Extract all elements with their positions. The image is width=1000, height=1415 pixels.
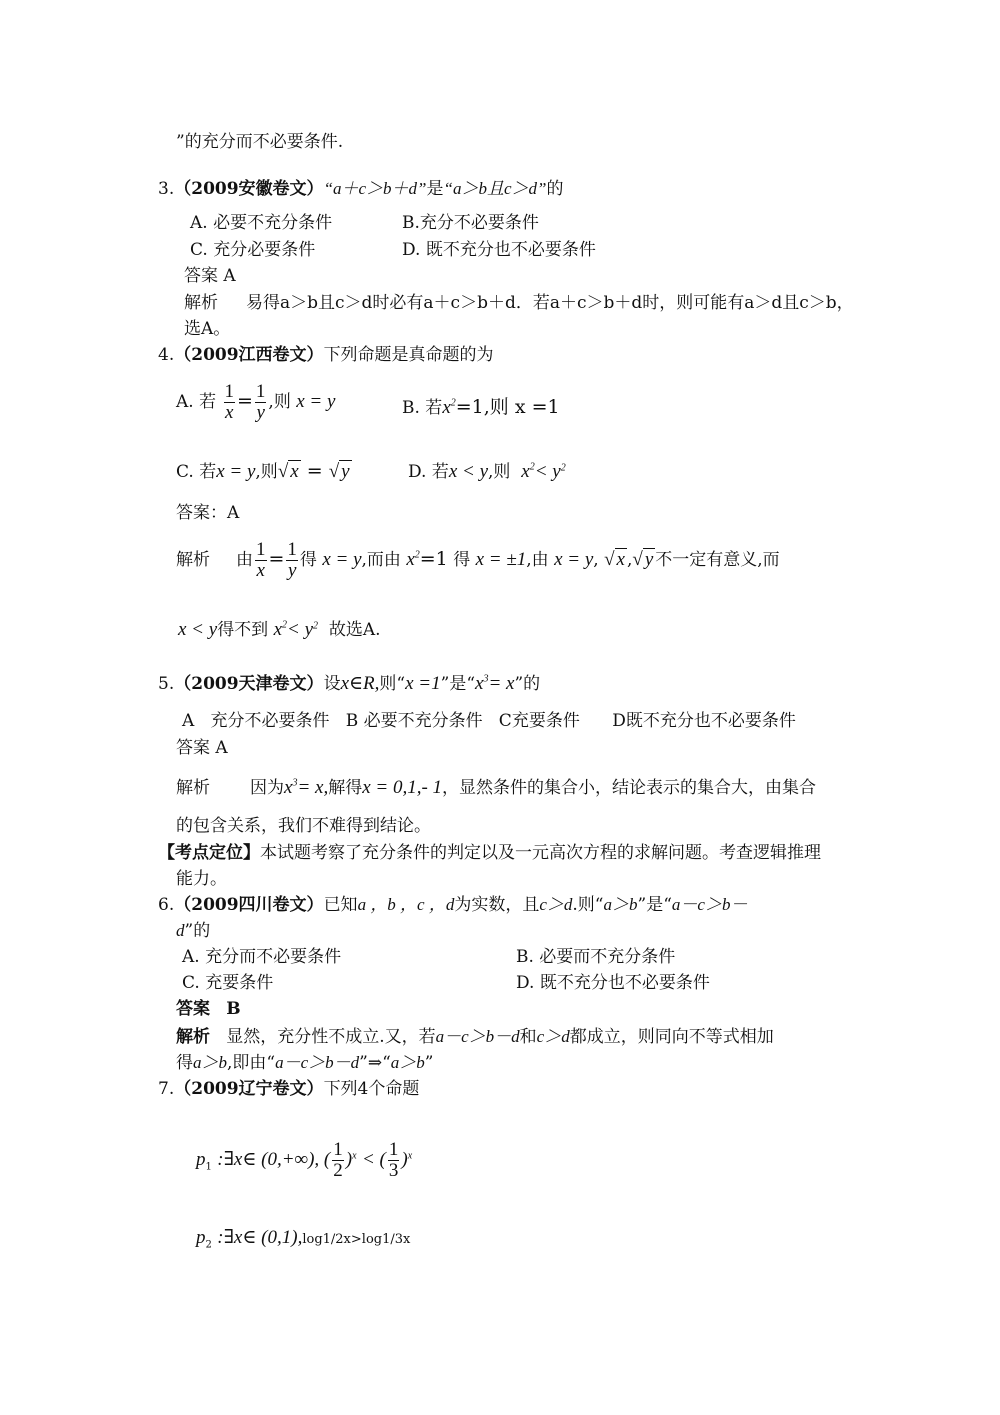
q3-analysis-text: 易得a＞b且c＞d时必有a＋c＞b＋d．若a＋c＞b＋d时，则可能有a＞d且c＞b， bbox=[246, 293, 854, 313]
question-5-stem: 5.（2009天津卷文）设x∈R,则“x =1”是“$x^3= x$”的 bbox=[158, 673, 541, 694]
q3-option-d: D. 既不充分也不必要条件 bbox=[402, 240, 596, 260]
fraction-1-over-x: $\frac{1}{x}$ bbox=[224, 381, 234, 423]
q3-source: （2009安徽卷文） bbox=[174, 179, 324, 199]
q4-source: （2009江西卷文） bbox=[174, 345, 324, 365]
q7-source: （2009辽宁卷文） bbox=[174, 1079, 324, 1099]
q4-a-conclusion: x = y bbox=[296, 390, 336, 412]
q4-option-c: C. 若x = y,则√ x = √ y bbox=[176, 460, 350, 482]
q5-options: A 充分不必要条件 B 必要不充分条件 C充要条件 D既不充分也不必要条件 bbox=[182, 711, 796, 731]
q3-analysis-end: 选A。 bbox=[184, 319, 231, 339]
q3-de: 的 bbox=[546, 179, 564, 199]
q6-source: （2009四川卷文） bbox=[174, 895, 324, 915]
q6-option-d: D. 既不充分也不必要条件 bbox=[516, 973, 710, 993]
q6-analysis-line-2: 得a＞b,即由“a－c＞b－d”⇒“a＞b” bbox=[176, 1053, 434, 1073]
q5-key-point-line-2: 能力。 bbox=[176, 869, 227, 889]
q4-analysis-label: 解析 bbox=[176, 549, 210, 570]
q3-statement-c: “a＞b且c＞d” bbox=[443, 179, 547, 198]
q6-answer bbox=[176, 1001, 241, 1018]
q4-statement: 下列命题是真命题的为 bbox=[323, 345, 494, 365]
q6-option-a: A. 充分而不必要条件 bbox=[182, 947, 342, 967]
q5-key-point: 【考点定位】本试题考察了充分条件的判定以及一元高次方程的求解问题。考查逻辑推理 bbox=[158, 843, 821, 863]
q3-option-b: B.充分不必要条件 bbox=[402, 213, 539, 233]
q3-statement-a: “a＋c＞b＋d” bbox=[323, 179, 427, 198]
q5-source: （2009天津卷文） bbox=[174, 674, 324, 694]
q5-analysis-label: 解析 bbox=[176, 778, 210, 798]
sqrt-x: √ x bbox=[277, 461, 299, 482]
sqrt-y: √ y bbox=[328, 461, 350, 482]
q3-is: 是 bbox=[426, 179, 444, 199]
q4-option-a-label: A. 若 bbox=[176, 391, 217, 412]
q4-option-a: A. 若 $\frac{1}{x}$ = $\frac{1}{y}$ ,则 x = y bbox=[176, 381, 336, 423]
q3-analysis bbox=[184, 295, 854, 312]
q7-proposition-p2: $p_2$ :∃x∈ (0,1),log1/2x>log1/3x bbox=[196, 1227, 411, 1251]
q4-analysis: 解析 由 $\frac{1}{x}$ = $\frac{1}{y}$ 得 x = y,而由 $x^2=1$ 得 x = ±1,由 x = y, √ x ,√ y 不一定有意义,而 bbox=[176, 539, 780, 581]
q7-proposition-p1: $p_1$ :∃x∈ (0,+∞), ( $\frac{1}{2}$ )$^x$ < ( $\frac{1}{3}$ )$^x$ bbox=[196, 1139, 413, 1181]
q6-analysis-label: 解析 bbox=[176, 1027, 210, 1047]
fraction-1-over-y: $\frac{1}{y}$ bbox=[255, 381, 266, 423]
q5-answer: 答案 A bbox=[176, 738, 228, 758]
q4-option-d: D. 若x < y,则 $x^2< y^2$ bbox=[408, 461, 566, 482]
q6-option-c: C. 充要条件 bbox=[182, 973, 274, 993]
q6-option-b: B. 必要而不充分条件 bbox=[516, 947, 676, 967]
q2-tail: ”的充分而不必要条件. bbox=[176, 132, 344, 152]
q5-analysis: 解析 因为$x^3= x$,解得x = 0,1,- 1，显然条件的集合小，结论表示的集合大，由集合 bbox=[176, 777, 817, 798]
q3-number: 3. bbox=[158, 179, 175, 199]
q5-analysis-line-2: 的包含关系，我们不难得到结论。 bbox=[176, 816, 431, 836]
q4-number: 4. bbox=[158, 345, 175, 365]
q4-answer: 答案：A bbox=[176, 503, 240, 523]
question-4-stem bbox=[158, 347, 494, 364]
q6-stem-line-2: d”的 bbox=[176, 921, 211, 941]
q6-answer-value: B bbox=[226, 999, 241, 1019]
q3-option-a: A. 必要不充分条件 bbox=[190, 213, 333, 233]
q6-analysis: 解析 显然，充分性不成立.又，若a－c＞b－d和c＞d都成立，则同向不等式相加 bbox=[176, 1027, 774, 1047]
q5-key-point-label: 【考点定位】 bbox=[158, 843, 260, 863]
question-3-stem bbox=[158, 180, 564, 198]
q4-option-b: B. 若$x^2=1$,则 x =1 bbox=[402, 396, 560, 418]
q3-answer: 答案 A bbox=[184, 266, 236, 286]
q7-p2-log-expression: log1/2x>log1/3x bbox=[302, 1232, 411, 1247]
q3-option-c: C. 充分必要条件 bbox=[190, 240, 316, 260]
question-7-stem: 7.（2009辽宁卷文）下列4个命题 bbox=[158, 1079, 420, 1099]
question-6-stem: 6.（2009四川卷文）已知a ，b ，c ，d为实数，且c＞d.则“a＞b”是“a－c＞b－ bbox=[158, 895, 748, 915]
q6-answer-label: 答案 bbox=[176, 999, 210, 1019]
q4-analysis-line-2: x < y得不到 $x^2< y^2$ 故选A. bbox=[178, 619, 381, 640]
q3-analysis-label: 解析 bbox=[184, 293, 218, 313]
